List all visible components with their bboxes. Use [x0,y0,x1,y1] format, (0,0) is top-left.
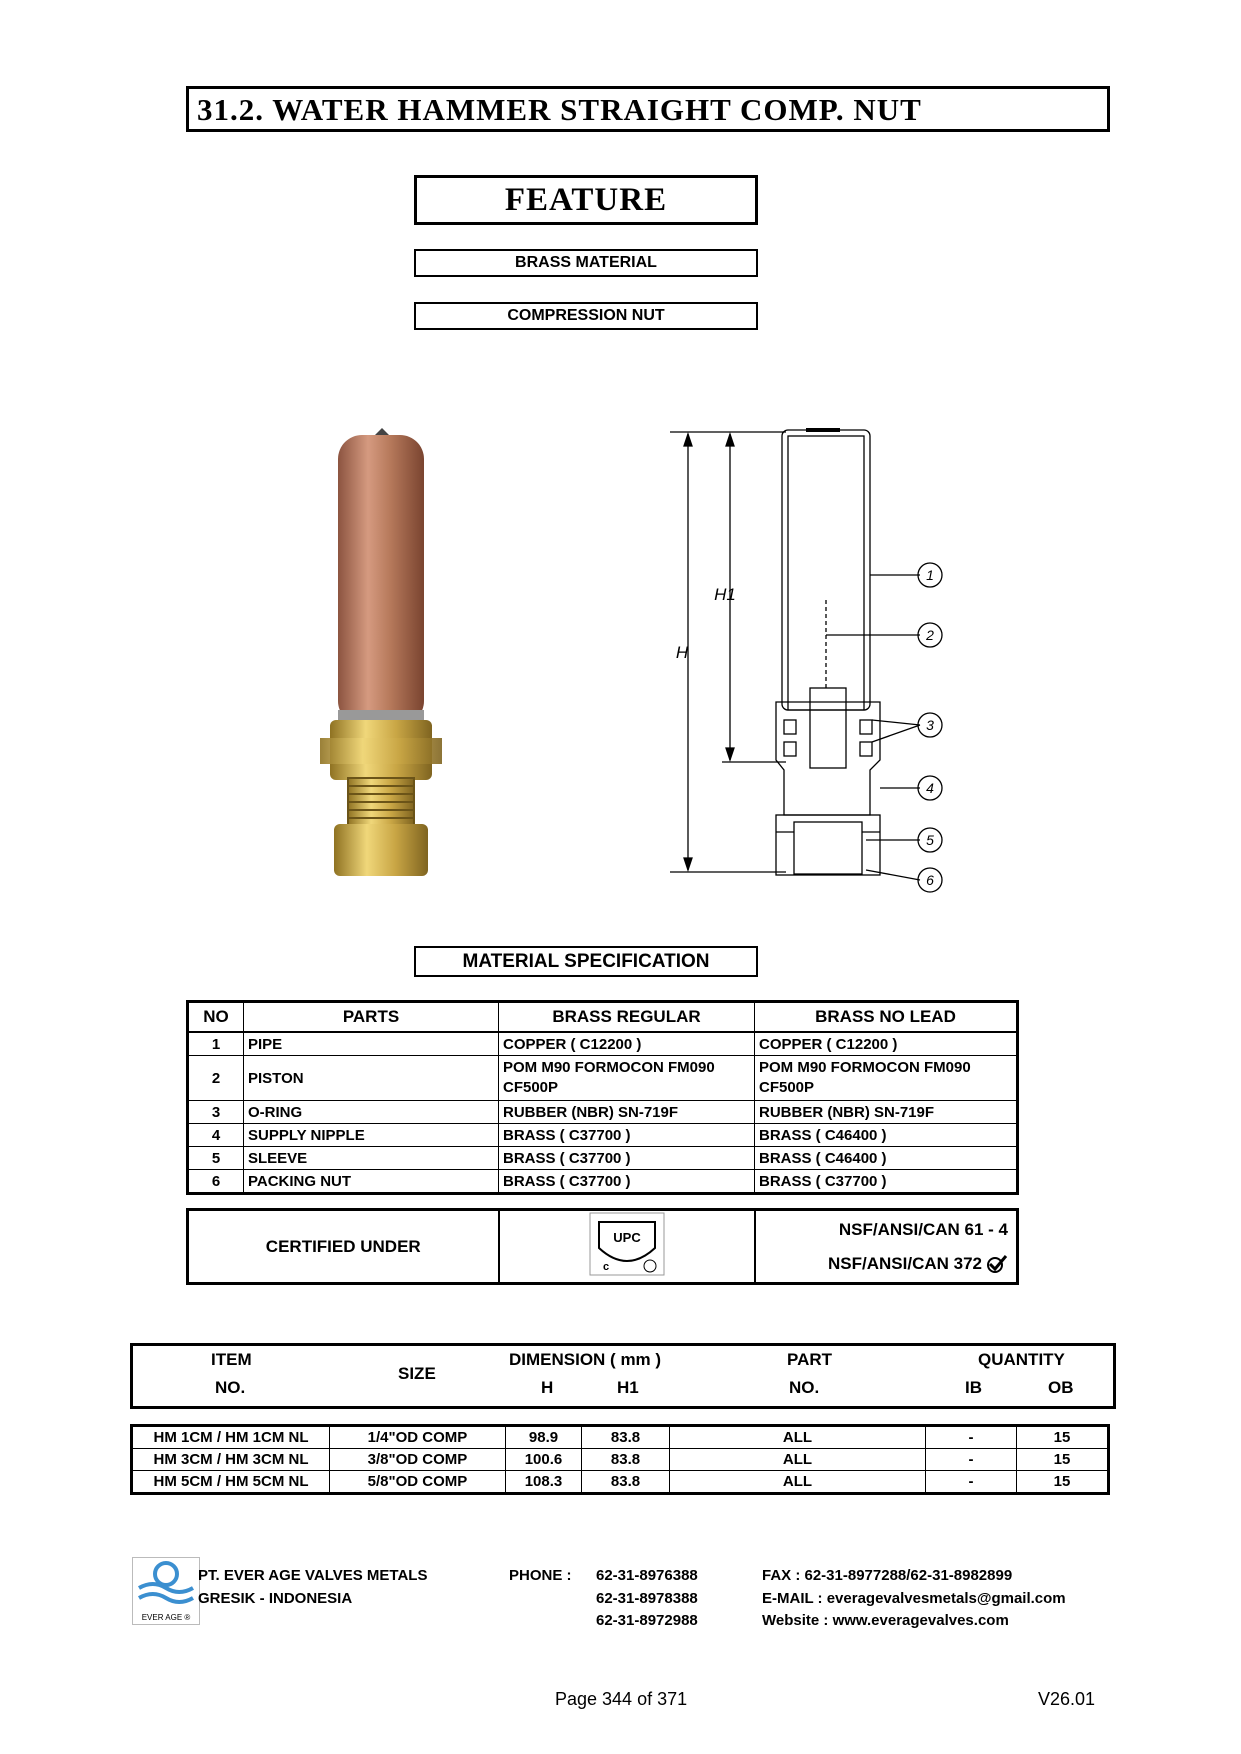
table-row [132,1471,1109,1494]
header-ob: OB [1048,1378,1074,1397]
cell-size: 3/8"OD COMP [330,1449,506,1471]
cell-nolead: POM M90 FORMOCON FM090 CF500P [755,1056,1018,1101]
phone-label: PHONE : [509,1567,572,1584]
dimension-table [130,1424,1110,1495]
table-row [188,1032,1018,1056]
cell-no: 2 [188,1056,244,1101]
cell-part: ALL [670,1426,926,1449]
fax: FAX : 62-31-8977288/62-31-8982899 [762,1567,1013,1584]
callout-5: 5 [926,832,934,848]
certification-table [186,1208,1019,1285]
cell-ib: - [926,1426,1017,1449]
material-spec-table [186,1000,1019,1195]
cell-ob: 15 [1017,1449,1109,1471]
cell-size: 5/8"OD COMP [330,1471,506,1494]
callout-4: 4 [926,780,934,796]
logo-text: EVER AGE ® [141,1613,191,1622]
cell-regular: BRASS ( C37700 ) [499,1170,755,1194]
phone-2: 62-31-8978388 [596,1590,698,1607]
header-h1: H1 [617,1378,639,1397]
cell-h1: 83.8 [582,1471,670,1494]
header-quantity: QUANTITY [978,1350,1065,1369]
header-h: H [541,1378,554,1397]
feature-heading: FEATURE [414,175,758,225]
certified-standard-61: NSF/ANSI/CAN 61 - 4 [838,1219,1008,1239]
upc-mark-icon [589,1212,665,1276]
cell-nolead: RUBBER (NBR) SN-719F [755,1101,1018,1124]
cell-size: 1/4"OD COMP [330,1426,506,1449]
cell-regular: BRASS ( C37700 ) [499,1124,755,1147]
cell-part: PACKING NUT [244,1170,499,1194]
certified-standard-372: NSF/ANSI/CAN 372 [828,1253,982,1273]
cell-item: HM 5CM / HM 5CM NL [132,1471,330,1494]
company-city: GRESIK - INDONESIA [198,1590,353,1607]
cell-no: 4 [188,1124,244,1147]
page-number: Page 344 of 371 [555,1689,688,1709]
table-row [188,1124,1018,1147]
col-header-parts: PARTS [244,1002,499,1033]
table-row [188,1101,1018,1124]
col-header-no: NO [188,1002,244,1033]
cell-no: 6 [188,1170,244,1194]
cell-regular: RUBBER (NBR) SN-719F [499,1101,755,1124]
phone-3: 62-31-8972988 [596,1612,698,1629]
header-dimension: DIMENSION ( mm ) [509,1350,662,1369]
checkmark-icon [986,1254,1008,1274]
certified-label: CERTIFIED UNDER [188,1210,499,1284]
header-part-no: NO. [789,1378,820,1397]
svg-text:c: c [602,1261,609,1273]
cell-nolead: BRASS ( C46400 ) [755,1124,1018,1147]
col-header-brass-no-lead: BRASS NO LEAD [755,1002,1018,1033]
table-row [188,1170,1018,1194]
table-row [188,1056,1018,1101]
technical-drawing [670,420,970,900]
callout-3: 3 [926,717,934,733]
cell-nolead: BRASS ( C37700 ) [755,1170,1018,1194]
header-part: PART [787,1350,833,1369]
company-name: PT. EVER AGE VALVES METALS [198,1567,428,1584]
cell-ob: 15 [1017,1471,1109,1494]
dimension-table-header [130,1343,1116,1409]
cell-no: 1 [188,1032,244,1056]
cell-item: HM 3CM / HM 3CM NL [132,1449,330,1471]
table-row [132,1426,1109,1449]
col-header-brass-regular: BRASS REGULAR [499,1002,755,1033]
waves-logo-icon [133,1558,199,1608]
cell-nolead: COPPER ( C12200 ) [755,1032,1018,1056]
header-ib: IB [965,1378,982,1397]
callout-6: 6 [926,872,934,888]
cell-h: 100.6 [506,1449,582,1471]
cell-regular: BRASS ( C37700 ) [499,1147,755,1170]
cell-part: ALL [670,1471,926,1494]
feature-item-brass-material: BRASS MATERIAL [414,249,758,277]
cell-ib: - [926,1449,1017,1471]
cell-no: 5 [188,1147,244,1170]
cell-nolead: BRASS ( C46400 ) [755,1147,1018,1170]
cell-h: 98.9 [506,1426,582,1449]
cell-h1: 83.8 [582,1426,670,1449]
callout-1: 1 [926,567,934,583]
version: V26.01 [1038,1689,1096,1709]
dim-label-h1: H1 [714,585,736,604]
cell-part: PIPE [244,1032,499,1056]
cell-ob: 15 [1017,1426,1109,1449]
upc-logo-text: UPC [612,1230,641,1245]
feature-item-compression-nut: COMPRESSION NUT [414,302,758,330]
callout-2: 2 [926,627,934,643]
cell-ib: - [926,1471,1017,1494]
cell-item: HM 1CM / HM 1CM NL [132,1426,330,1449]
table-row [132,1449,1109,1471]
header-size: SIZE [398,1364,436,1383]
dim-label-h: H [675,643,689,662]
cell-part: SUPPLY NIPPLE [244,1124,499,1147]
email: E-MAIL : everagevalvesmetals@gmail.com [762,1590,1066,1607]
cell-h: 108.3 [506,1471,582,1494]
header-item-no: NO. [215,1378,246,1397]
cell-part: SLEEVE [244,1147,499,1170]
upc-logo [499,1210,755,1284]
company-logo [132,1557,200,1625]
cell-part: O-RING [244,1101,499,1124]
cell-regular: POM M90 FORMOCON FM090 CF500P [499,1056,755,1101]
website: Website : www.everagevalves.com [762,1612,1009,1629]
cell-part: ALL [670,1449,926,1471]
cell-no: 3 [188,1101,244,1124]
phone-1: 62-31-8976388 [596,1567,698,1584]
cell-part: PISTON [244,1056,499,1101]
header-item: ITEM [211,1350,252,1369]
product-photo [320,420,460,880]
cell-regular: COPPER ( C12200 ) [499,1032,755,1056]
material-spec-heading: MATERIAL SPECIFICATION [414,946,758,977]
table-row [188,1147,1018,1170]
page-title: 31.2. WATER HAMMER STRAIGHT COMP. NUT [186,86,1110,132]
cell-h1: 83.8 [582,1449,670,1471]
